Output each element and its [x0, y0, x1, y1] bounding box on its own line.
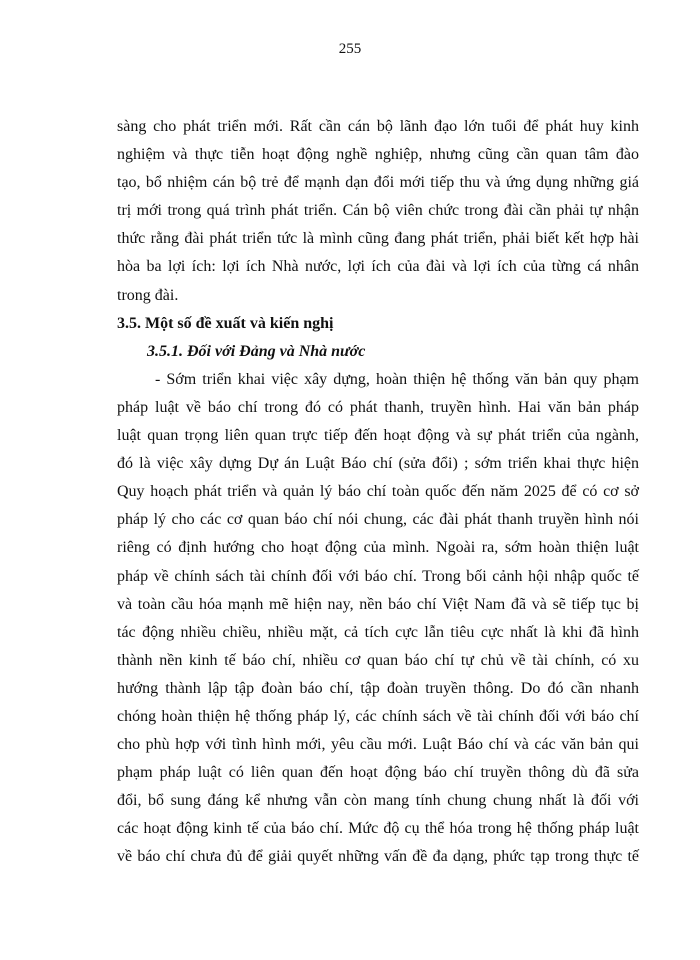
- text-line: thành nền kinh tế báo chí, nhiều cơ quan báo chí tự chủ về tài chính, có xu: [117, 651, 639, 669]
- text-line: sàng cho phát triển mới. Rất cần cán bộ lãnh đạo lớn tuổi để phát huy kinh: [117, 118, 639, 135]
- text-line: luật quan trọng liên quan trực tiếp đến hoạt động và sự phát triển của ngành,: [117, 427, 639, 445]
- text-line: thức rằng đài phát triển tức là mình cũng đang phát triển, phải biết kết hợp hài: [117, 230, 639, 248]
- text-line: tạo, bổ nhiệm cán bộ trẻ để mạnh dạn đổi mới tiếp thu và ứng dụng những giá: [117, 174, 639, 192]
- subsection-heading: 3.5.1. Đối với Đảng và Nhà nước: [147, 342, 366, 360]
- text-line: đó là việc xây dựng Dự án Luật Báo chí (sửa đổi) ; sớm triển khai thực hiện: [117, 455, 639, 473]
- text-line: tác động nhiều chiều, nhiều mặt, cả tích cực lẫn tiêu cực nhất là khi đã hình: [117, 623, 639, 641]
- text-line: nghiệm và thực tiễn hoạt động nghề nghiệp, nhưng cũng cần quan tâm đào: [117, 146, 639, 164]
- text-line: - Sớm triển khai việc xây dựng, hoàn thiện hệ thống văn bản quy phạm: [155, 370, 639, 388]
- text-line: cho phù hợp với tình hình mới, yêu cầu mới. Luật Báo chí và các văn bản qui: [117, 736, 639, 754]
- text-line: và toàn cầu hóa mạnh mẽ hiện nay, nền báo chí Việt Nam đã và sẽ tiếp tục bị: [117, 595, 639, 613]
- section-heading: 3.5. Một số đề xuất và kiến nghị: [117, 314, 334, 332]
- text-line: trị mới trong quá trình phát triển. Cán bộ viên chức trong đài cần phải tự nhận: [117, 202, 639, 220]
- text-line: pháp về chính sách tài chính đối với báo chí. Trong bối cảnh hội nhập quốc tế: [117, 567, 639, 585]
- text-line: chóng hoàn thiện hệ thống pháp lý, các chính sách về tài chính đối với báo chí: [117, 707, 639, 725]
- text-line: riêng có định hướng cho hoạt động của mình. Ngoài ra, sớm hoàn thiện luật: [117, 539, 639, 557]
- text-line: hòa ba lợi ích: lợi ích Nhà nước, lợi ích của đài và lợi ích của từng cá nhân: [117, 258, 639, 276]
- text-line: Quy hoạch phát triển và quản lý báo chí toàn quốc đến năm 2025 để có cơ sở: [117, 483, 639, 501]
- text-line: trong đài.: [117, 286, 179, 304]
- page-number: 255: [338, 41, 362, 57]
- text-line: pháp luật về báo chí trong đó có phát thanh, truyền hình. Hai văn bản pháp: [117, 398, 639, 416]
- document-body: [117, 113, 639, 872]
- text-line: phạm pháp luật có liên quan đến hoạt động báo chí truyền thông dù đã sửa: [117, 764, 639, 782]
- text-line: các hoạt động kinh tế của báo chí. Mức độ cụ thể hóa trong hệ thống pháp luật: [117, 820, 639, 838]
- text-line: đổi, bổ sung đáng kể nhưng vẫn còn mang tính chung chung nhất là đối với: [117, 792, 639, 810]
- text-line: về báo chí chưa đủ để giải quyết những vấn đề đa dạng, phức tạp trong thực tế: [117, 848, 639, 866]
- text-line: hướng thành lập tập đoàn báo chí, tập đoàn truyền thông. Do đó cần nhanh: [117, 679, 639, 697]
- text-line: pháp lý cho các cơ quan báo chí nói chung, các đài phát thanh truyền hình nói: [117, 511, 639, 529]
